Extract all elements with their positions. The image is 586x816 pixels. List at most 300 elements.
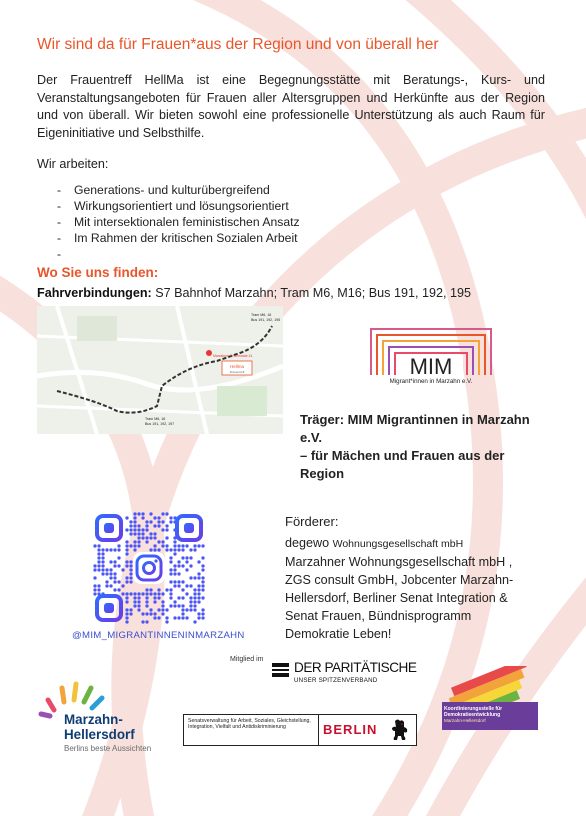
qr-module	[129, 608, 132, 611]
map-label-top2: Bus 191, 192, 195	[251, 318, 281, 322]
qr-module	[173, 616, 176, 619]
qr-module	[101, 548, 104, 551]
qr-module	[129, 580, 132, 583]
qr-module	[165, 588, 168, 591]
qr-module	[129, 592, 132, 595]
qr-module	[177, 584, 180, 587]
qr-module	[101, 568, 104, 571]
transport-line	[37, 286, 471, 300]
qr-module	[173, 600, 176, 603]
qr-module	[145, 536, 148, 539]
qr-module	[189, 608, 192, 611]
qr-module	[93, 564, 96, 567]
qr-module	[181, 588, 184, 591]
qr-module	[133, 532, 136, 535]
qr-module	[117, 564, 120, 567]
qr-module	[133, 604, 136, 607]
qr-module	[153, 544, 156, 547]
qr-module	[121, 568, 124, 571]
qr-module	[153, 524, 156, 527]
funder-degewo: degewo	[285, 536, 330, 550]
qr-module	[177, 548, 180, 551]
qr-module	[185, 560, 188, 563]
qr-module	[145, 540, 148, 543]
qr-module	[149, 520, 152, 523]
list-item: - Generations- und kulturübergreifend	[57, 182, 300, 198]
qr-module	[121, 592, 124, 595]
transport-value: S7 Bahnhof Marzahn; Tram M6, M16; Bus 191, 192, 195	[155, 286, 471, 300]
qr-module	[125, 540, 128, 543]
qr-module	[149, 512, 152, 515]
qr-module	[145, 588, 148, 591]
qr-module	[149, 536, 152, 539]
qr-module	[145, 612, 148, 615]
qr-module	[133, 528, 136, 531]
qr-module	[197, 544, 200, 547]
qr-module	[201, 588, 204, 591]
qr-module	[97, 544, 100, 547]
qr-module	[157, 592, 160, 595]
qr-module	[125, 516, 128, 519]
qr-module	[125, 528, 128, 531]
qr-module	[141, 516, 144, 519]
qr-module	[141, 536, 144, 539]
qr-module	[185, 556, 188, 559]
qr-module	[201, 596, 204, 599]
qr-module	[113, 564, 116, 567]
qr-module	[133, 520, 136, 523]
qr-module	[201, 544, 204, 547]
qr-module	[169, 592, 172, 595]
qr-module	[181, 564, 184, 567]
qr-module	[153, 536, 156, 539]
qr-module	[161, 608, 164, 611]
qr-module	[193, 596, 196, 599]
qr-module	[197, 612, 200, 615]
qr-module	[165, 620, 168, 623]
qr-module	[189, 596, 192, 599]
senat-divider	[318, 715, 319, 745]
qr-module	[161, 544, 164, 547]
qr-module	[93, 576, 96, 579]
qr-module	[161, 612, 164, 615]
qr-module	[153, 548, 156, 551]
koord-line1: Koordinierungsstelle für Demokratieentwicklung	[444, 706, 503, 718]
qr-module	[161, 592, 164, 595]
funders-rest: Marzahner Wohnungsgesellschaft mbH , ZGS consult GmbH, Jobcenter Marzahn-Hellersdorf, Berliner Senat Integration & Senat Frauen, Bündnisprogramm Demokratie Leben!	[285, 555, 514, 641]
qr-module	[109, 568, 112, 571]
qr-module	[165, 608, 168, 611]
senat-berlin-logo	[183, 714, 417, 746]
qr-module	[129, 564, 132, 567]
qr-module	[201, 564, 204, 567]
qr-module	[165, 544, 168, 547]
qr-module	[169, 596, 172, 599]
qr-module	[169, 572, 172, 575]
qr-module	[197, 616, 200, 619]
qr-module	[129, 532, 132, 535]
senat-text: Senatsverwaltung für Arbeit, Soziales, Gleichstellung, Integration, Vielfalt und Antidiskriminierung	[188, 718, 311, 731]
qr-module	[169, 560, 172, 563]
qr-module	[97, 588, 100, 591]
qr-module	[169, 516, 172, 519]
qr-module	[157, 548, 160, 551]
qr-module	[193, 576, 196, 579]
qr-module	[173, 548, 176, 551]
qr-module	[185, 568, 188, 571]
qr-module	[137, 536, 140, 539]
qr-module	[189, 548, 192, 551]
qr-module	[141, 512, 144, 515]
qr-module	[193, 608, 196, 611]
qr-module	[129, 560, 132, 563]
qr-module	[97, 560, 100, 563]
mh-name-line2: Hellersdorf	[64, 727, 135, 742]
qr-module	[105, 572, 108, 575]
qr-module	[193, 592, 196, 595]
qr-module	[117, 588, 120, 591]
qr-module	[173, 564, 176, 567]
qr-module	[137, 544, 140, 547]
map-hellma-sub: Frauentreff	[229, 370, 245, 374]
qr-module	[201, 584, 204, 587]
qr-module	[97, 548, 100, 551]
qr-module	[197, 560, 200, 563]
qr-module	[141, 612, 144, 615]
qr-module	[109, 584, 112, 587]
qr-module	[153, 600, 156, 603]
qr-module	[157, 608, 160, 611]
qr-module	[125, 560, 128, 563]
qr-module	[181, 548, 184, 551]
qr-module	[197, 596, 200, 599]
qr-module	[129, 568, 132, 571]
qr-module	[169, 556, 172, 559]
qr-module	[113, 580, 116, 583]
qr-module	[125, 580, 128, 583]
qr-module	[153, 532, 156, 535]
qr-module	[93, 584, 96, 587]
qr-module	[129, 520, 132, 523]
qr-module	[173, 540, 176, 543]
berlin-word: BERLIN	[323, 722, 378, 737]
list-item: - Mit intersektionalen feministischen Ansatz	[57, 214, 300, 230]
page-title: Wir sind da für Frauen*aus der Region und von überall her	[37, 36, 439, 53]
qr-module	[133, 540, 136, 543]
qr-module	[201, 580, 204, 583]
qr-module	[137, 532, 140, 535]
qr-module	[177, 564, 180, 567]
qr-module	[181, 544, 184, 547]
qr-module	[93, 544, 96, 547]
map-label-bottom: Tram M6, 16	[145, 417, 166, 421]
qr-module	[177, 616, 180, 619]
qr-module	[177, 580, 180, 583]
traeger-text	[300, 411, 546, 483]
work-list	[57, 182, 300, 246]
qr-module	[117, 548, 120, 551]
qr-module	[105, 568, 108, 571]
qr-module	[109, 560, 112, 563]
qr-module	[149, 588, 152, 591]
qr-module	[113, 560, 116, 563]
qr-module	[201, 556, 204, 559]
map-hellma-label: Hellma	[229, 364, 245, 369]
qr-module	[145, 520, 148, 523]
member-label: Mitglied im	[230, 656, 264, 663]
qr-module	[145, 596, 148, 599]
qr-module	[197, 588, 200, 591]
qr-module	[125, 600, 128, 603]
qr-module	[177, 544, 180, 547]
qr-module	[101, 572, 104, 575]
qr-module	[169, 588, 172, 591]
paritaetische-name: DER PARITÄTISCHE	[294, 660, 417, 675]
qr-module	[141, 532, 144, 535]
qr-module	[105, 548, 108, 551]
qr-module	[157, 520, 160, 523]
qr-module	[137, 608, 140, 611]
qr-module	[125, 564, 128, 567]
instagram-qr-code[interactable]	[93, 512, 205, 624]
qr-module	[137, 604, 140, 607]
qr-module	[145, 528, 148, 531]
qr-module	[189, 600, 192, 603]
qr-module	[197, 576, 200, 579]
qr-module	[129, 576, 132, 579]
qr-module	[133, 516, 136, 519]
qr-module	[185, 592, 188, 595]
qr-module	[169, 568, 172, 571]
qr-module	[133, 600, 136, 603]
qr-module	[125, 548, 128, 551]
qr-module	[113, 548, 116, 551]
qr-module	[121, 584, 124, 587]
qr-module	[105, 584, 108, 587]
qr-module	[181, 608, 184, 611]
qr-module	[165, 536, 168, 539]
qr-module	[193, 604, 196, 607]
qr-module	[157, 588, 160, 591]
qr-module	[149, 548, 152, 551]
qr-module	[125, 544, 128, 547]
qr-module	[189, 584, 192, 587]
qr-module	[153, 516, 156, 519]
qr-module	[145, 620, 148, 623]
qr-module	[165, 528, 168, 531]
berlin-bear-icon	[389, 718, 411, 742]
qr-module	[129, 528, 132, 531]
qr-module	[177, 560, 180, 563]
qr-module	[169, 520, 172, 523]
qr-module	[101, 552, 104, 555]
qr-module	[161, 520, 164, 523]
qr-module	[181, 596, 184, 599]
qr-module	[97, 552, 100, 555]
qr-module	[93, 568, 96, 571]
qr-module	[145, 524, 148, 527]
qr-module	[133, 596, 136, 599]
qr-module	[173, 552, 176, 555]
qr-module	[197, 592, 200, 595]
qr-module	[189, 576, 192, 579]
qr-module	[137, 528, 140, 531]
qr-module	[177, 596, 180, 599]
work-intro: Wir arbeiten:	[37, 157, 109, 171]
qr-module	[177, 604, 180, 607]
paritaetische-bars-icon	[272, 663, 289, 677]
qr-module	[125, 612, 128, 615]
qr-module	[153, 612, 156, 615]
qr-module	[137, 540, 140, 543]
qr-module	[165, 548, 168, 551]
intro-paragraph: Der Frauentreff HellMa ist eine Begegnungsstätte mit Beratungs-, Kurs- und Veranstaltungsangeboten für Frauen aller Altersgruppen und Herkünfte aus der Region und von überall. Wir bieten sowohl eine professionelle Unterstützung als auch Raum für Eigeninitiative und Selbsthilfe.	[37, 73, 545, 140]
qr-module	[113, 572, 116, 575]
qr-module	[133, 524, 136, 527]
qr-module	[109, 548, 112, 551]
qr-module	[173, 572, 176, 575]
qr-module	[189, 564, 192, 567]
map-label-top: Tram M6, 16	[251, 313, 272, 317]
mim-logo-text: MIM	[409, 354, 453, 379]
qr-module	[157, 616, 160, 619]
funders-list	[285, 534, 535, 643]
qr-module	[137, 524, 140, 527]
qr-module	[173, 604, 176, 607]
qr-module	[125, 596, 128, 599]
qr-module	[185, 544, 188, 547]
qr-module	[169, 580, 172, 583]
qr-module	[197, 600, 200, 603]
qr-module	[181, 616, 184, 619]
qr-module	[201, 568, 204, 571]
qr-module	[157, 540, 160, 543]
traeger-line2: – für Mächen und Frauen aus der Region	[300, 448, 505, 481]
qr-module	[145, 604, 148, 607]
paritaetische-sub: UNSER SPITZENVERBAND	[294, 677, 378, 684]
qr-module	[125, 608, 128, 611]
qr-module	[161, 540, 164, 543]
qr-module	[97, 584, 100, 587]
qr-module	[117, 544, 120, 547]
qr-module	[161, 512, 164, 515]
map-label-bottom2: Bus 191, 192, 197	[145, 422, 175, 426]
qr-module	[153, 592, 156, 595]
qr-module	[149, 608, 152, 611]
qr-module	[161, 528, 164, 531]
qr-module	[169, 548, 172, 551]
qr-module	[197, 584, 200, 587]
qr-module	[101, 556, 104, 559]
qr-module	[193, 620, 196, 623]
qr-module	[125, 592, 128, 595]
koord-line2: Marzahn-Hellersdorf	[444, 718, 486, 723]
qr-module	[109, 572, 112, 575]
mh-slogan: Berlins beste Aussichten	[64, 744, 152, 753]
qr-module	[161, 604, 164, 607]
qr-module	[125, 620, 128, 623]
qr-module	[125, 616, 128, 619]
qr-module	[165, 524, 168, 527]
qr-module	[189, 604, 192, 607]
qr-module	[149, 612, 152, 615]
qr-module	[133, 592, 136, 595]
qr-module	[129, 524, 132, 527]
qr-module	[133, 544, 136, 547]
qr-module	[157, 516, 160, 519]
qr-module	[97, 556, 100, 559]
qr-module	[101, 564, 104, 567]
qr-module	[153, 616, 156, 619]
qr-module	[177, 572, 180, 575]
qr-module	[137, 592, 140, 595]
qr-module	[181, 612, 184, 615]
funder-degewo-suffix: Wohnungsgesellschaft mbH	[332, 538, 464, 550]
transport-label: Fahrverbindungen:	[37, 286, 152, 300]
map-street-label: Marzahner Promenade 41	[213, 354, 253, 358]
qr-module	[129, 544, 132, 547]
location-title: Wo Sie uns finden:	[37, 265, 159, 280]
qr-module	[173, 584, 176, 587]
qr-module	[149, 592, 152, 595]
qr-module	[93, 588, 96, 591]
qr-module	[185, 616, 188, 619]
qr-module	[193, 600, 196, 603]
qr-module	[141, 592, 144, 595]
qr-module	[105, 580, 108, 583]
mim-logo-sub: Migrant*innen in Marzahn e.V.	[389, 378, 473, 385]
qr-module	[189, 556, 192, 559]
qr-module	[137, 512, 140, 515]
qr-module	[141, 528, 144, 531]
instagram-handle[interactable]: @MIM_MIGRANTINNENINMARZAHN	[72, 630, 245, 641]
qr-module	[201, 612, 204, 615]
qr-module	[97, 568, 100, 571]
qr-module	[165, 616, 168, 619]
qr-module	[133, 512, 136, 515]
qr-module	[161, 600, 164, 603]
qr-module	[201, 608, 204, 611]
qr-module	[113, 588, 116, 591]
qr-module	[157, 524, 160, 527]
qr-module	[201, 576, 204, 579]
qr-module	[181, 556, 184, 559]
location-map[interactable]	[37, 306, 283, 434]
qr-module	[201, 616, 204, 619]
qr-module	[193, 544, 196, 547]
funders-title: Förderer:	[285, 514, 339, 529]
qr-module	[173, 568, 176, 571]
qr-module	[149, 532, 152, 535]
qr-module	[125, 576, 128, 579]
qr-module	[129, 612, 132, 615]
qr-module	[185, 584, 188, 587]
traeger-line1: Träger: MIM Migrantinnen in Marzahn e.V.	[300, 412, 530, 445]
qr-module	[113, 576, 116, 579]
map-graphic	[37, 306, 283, 434]
qr-module	[145, 592, 148, 595]
qr-module	[181, 580, 184, 583]
list-item: - Im Rahmen der kritischen Sozialen Arbeit	[57, 230, 300, 246]
qr-module	[133, 548, 136, 551]
qr-module	[101, 560, 104, 563]
qr-module	[137, 600, 140, 603]
qr-module	[117, 556, 120, 559]
mh-name-line1: Marzahn-	[64, 712, 123, 727]
list-item: - Wirkungsorientiert und lösungsorientiert	[57, 198, 300, 214]
qr-module	[93, 592, 96, 595]
qr-module	[129, 572, 132, 575]
